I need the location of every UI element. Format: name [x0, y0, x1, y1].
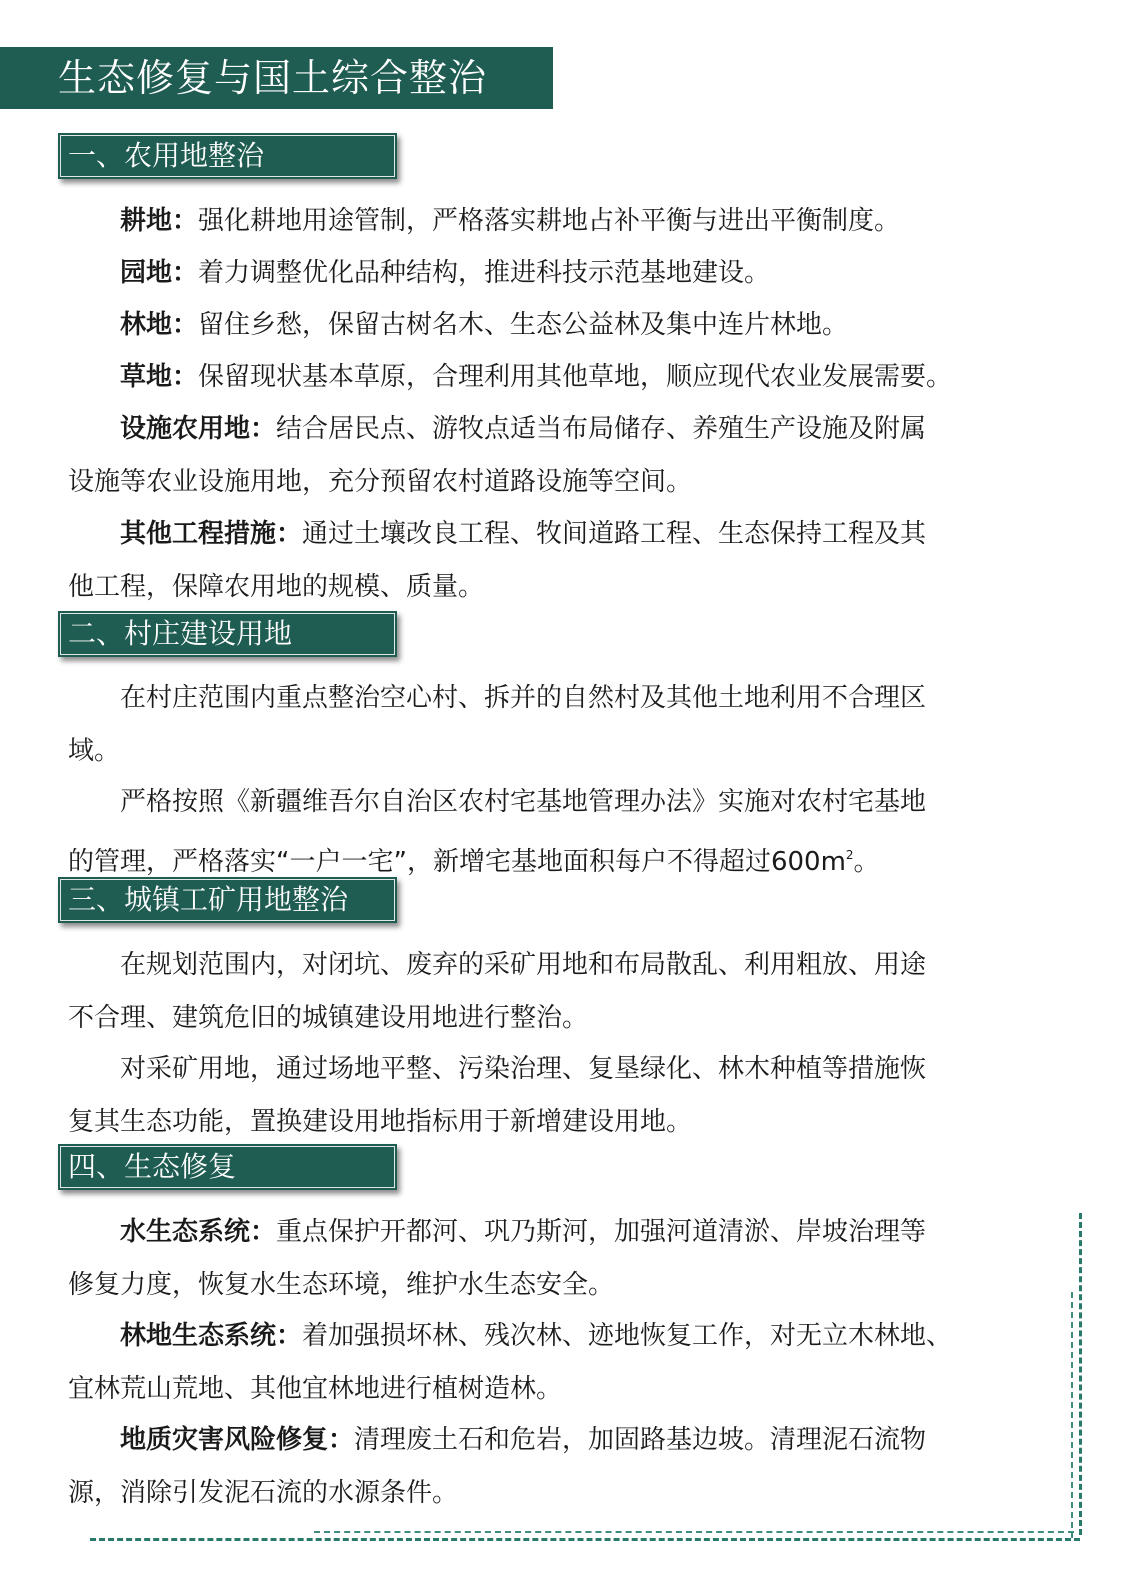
section-heading-urban-mining-land: 三、城镇工矿用地整治: [58, 877, 397, 923]
paragraph-text-main: 的管理，严格落实“一户一宅”，新增宅基地面积每户不得超过600m: [68, 846, 846, 877]
term-label: 草地：: [120, 362, 199, 392]
paragraph-text: 保留现状基本草原，合理利用其他草地，顺应现代农业发展需要。: [198, 362, 953, 392]
paragraph-text: 通过土壤改良工程、牧间道路工程、生态保持工程及其: [302, 519, 927, 549]
term-label: 设施农用地：: [120, 414, 277, 444]
term-label: 园地：: [120, 258, 199, 288]
paragraph-facility-farmland: [68, 403, 1016, 508]
paragraph-text: 结合居民点、游牧点适当布局储存、养殖生产设施及附属: [276, 414, 927, 444]
paragraph-text-continued: 不合理、建筑危旧的城镇建设用地进行整治。: [68, 1002, 589, 1033]
paragraph-text-continued: 设施等农业设施用地，充分预留农村道路设施等空间。: [68, 466, 693, 497]
paragraph-urban-renovation: [68, 939, 1016, 1044]
paragraph-text-tail: 。: [853, 846, 880, 877]
paragraph-other-engineering: [68, 508, 1016, 613]
dashed-frame-right: [1079, 1213, 1082, 1535]
paragraph-text: 留住乡愁，保留古树名木、生态公益林及集中连片林地。: [198, 310, 849, 340]
paragraph-water-ecosystem: [68, 1206, 1016, 1311]
term-label: 其他工程措施：: [120, 519, 303, 549]
paragraph-text-continued: 域。: [68, 735, 121, 766]
term-label: 林地：: [120, 310, 199, 340]
paragraph-grassland: [68, 351, 1016, 404]
dashed-frame-bottom: [90, 1538, 1080, 1541]
paragraph-text-continued: 复其生态功能，置换建设用地指标用于新增建设用地。: [68, 1106, 693, 1137]
unit-superscript: 2: [845, 847, 854, 862]
paragraph-mining-land-restoration: [68, 1043, 1016, 1148]
page-title: 生态修复与国土综合整治: [0, 47, 553, 109]
paragraph-text: 对采矿用地，通过场地平整、污染治理、复垦绿化、林木种植等措施恢: [120, 1054, 927, 1084]
paragraph-text: 着加强损坏林、残次林、迹地恢复工作，对无立木林地、: [302, 1321, 953, 1351]
paragraph-forest-land: [68, 299, 1016, 352]
paragraph-text: 在规划范围内，对闭坑、废弃的采矿用地和布局散乱、利用粗放、用途: [120, 950, 927, 980]
paragraph-text-continued: 宜林荒山荒地、其他宜林地进行植树造林。: [68, 1373, 563, 1404]
paragraph-text-continued: 他工程，保障农用地的规模、质量。: [68, 571, 485, 602]
term-label: 地质灾害风险修复：: [120, 1425, 355, 1455]
paragraph-text: 着力调整优化品种结构，推进科技示范基地建设。: [198, 258, 771, 288]
section-heading-farmland: 一、农用地整治: [58, 133, 397, 179]
term-label: 耕地：: [120, 206, 199, 236]
paragraph-geohazard-restoration: [68, 1414, 1016, 1519]
paragraph-text: 清理废土石和危岩，加固路基边坡。清理泥石流物: [354, 1425, 927, 1455]
paragraph-text-continued: 修复力度，恢复水生态环境，维护水生态安全。: [68, 1269, 615, 1300]
paragraph-text: 强化耕地用途管制，严格落实耕地占补平衡与进出平衡制度。: [198, 206, 901, 236]
paragraph-garden-land: [68, 247, 1016, 300]
paragraph-text: 重点保护开都河、巩乃斯河，加强河道清淤、岸坡治理等: [276, 1217, 927, 1247]
paragraph-text: 严格按照《新疆维吾尔自治区农村宅基地管理办法》实施对农村宅基地: [120, 787, 927, 817]
term-label: 林地生态系统：: [120, 1321, 303, 1351]
paragraph-village-renovation: [68, 672, 1016, 777]
paragraph-text-continued: 源，消除引发泥石流的水源条件。: [68, 1477, 459, 1508]
section-heading-village-land: 二、村庄建设用地: [58, 611, 397, 657]
section-heading-ecological-restoration: 四、生态修复: [58, 1144, 397, 1190]
term-label: 水生态系统：: [120, 1217, 277, 1247]
dashed-frame-right-inner: [1071, 1292, 1073, 1538]
paragraph-forest-ecosystem: [68, 1310, 1016, 1415]
paragraph-homestead-management: [68, 776, 1016, 888]
dashed-frame-bottom-inner: [314, 1531, 1074, 1533]
paragraph-cultivated-land: [68, 195, 1016, 248]
paragraph-text: 在村庄范围内重点整治空心村、拆并的自然村及其他土地利用不合理区: [120, 683, 927, 713]
